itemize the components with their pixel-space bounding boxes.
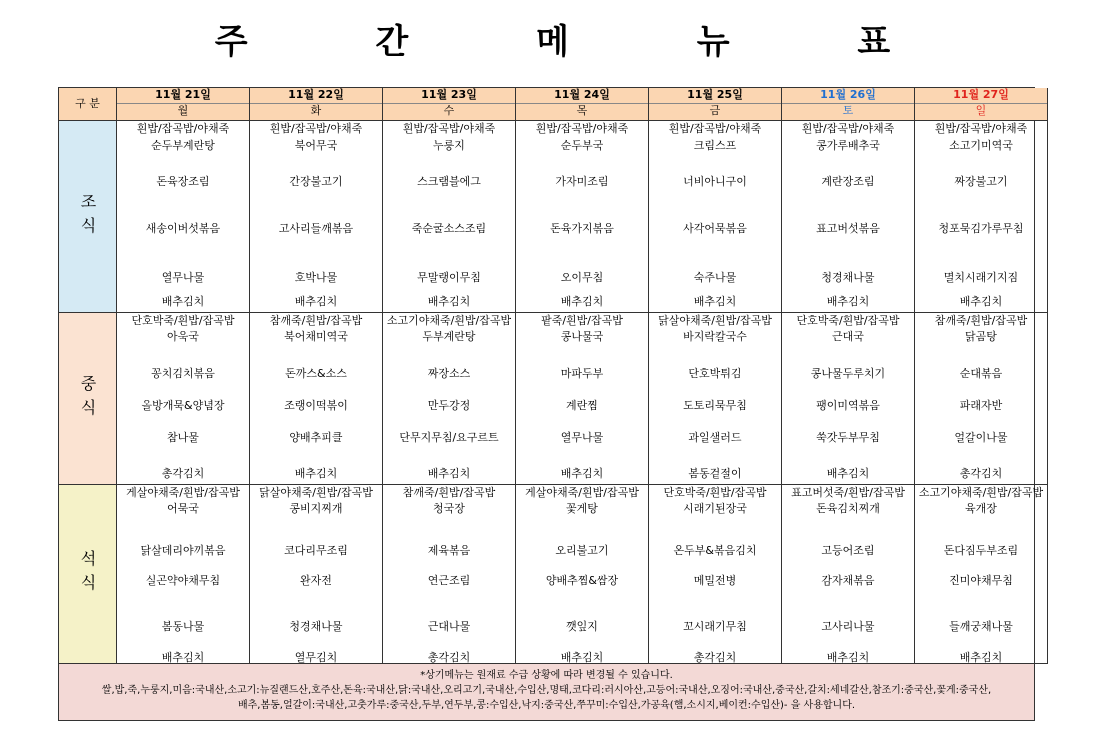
- menu-cell-lunch-day2: [250, 313, 383, 485]
- menu-cell-breakfast-day3: [383, 121, 516, 313]
- menu-item: 배추김치: [161, 651, 205, 664]
- menu-cell-dinner-day1: [117, 485, 250, 664]
- menu-item: 순두부국: [560, 139, 604, 152]
- menu-item: 크림스프: [693, 139, 737, 152]
- origin-info: 쌀,밥,죽,누룽지,미음:국내산,소고기:뉴질랜드산,호주산,돈육:국내산,닭:국내산,오리고기,국내산,수입산,명태,코다리:러시아산,고등어:국내산,오징어:국내산,중국산,갈치:세네갈산,참조기:중국산,꽃게:중국산,: [101, 685, 992, 696]
- menu-item: 배추김치: [826, 651, 870, 664]
- menu-item: 소고기야채죽/흰밥/잡곡밥: [386, 314, 512, 327]
- menu-item: 소고기미역국: [949, 139, 1013, 152]
- menu-item: 소고기야채죽/흰밥/잡곡밥: [918, 486, 1044, 499]
- menu-item: 돈육김치찌개: [816, 502, 880, 515]
- menu-cell-breakfast-day4: [516, 121, 649, 313]
- menu-item: 아욱국: [167, 330, 199, 343]
- menu-item: 들깨궁채나물: [949, 620, 1013, 633]
- menu-item: 온두부&볶음김치: [673, 544, 757, 557]
- day-date: 11월 21일: [117, 88, 249, 104]
- menu-item: 닭살야채죽/흰밥/잡곡밥: [658, 314, 772, 327]
- menu-item: 배추김치: [693, 295, 737, 308]
- menu-item: 배추김치: [826, 467, 870, 480]
- day-of-week: 토: [842, 104, 854, 117]
- weekly-menu-table: [58, 87, 1044, 721]
- menu-cell-breakfast-day6: [782, 121, 915, 313]
- day-of-week: 목: [576, 104, 588, 117]
- menu-item: 배추김치: [560, 651, 604, 664]
- menu-item: 시래기된장국: [683, 502, 747, 515]
- menu-item: 누룽지: [433, 139, 465, 152]
- menu-cell-dinner-day4: [516, 485, 649, 664]
- menu-item: 청경채나물: [821, 271, 875, 284]
- day-date: 11월 24일: [516, 88, 648, 104]
- menu-item: 표고버섯죽/흰밥/잡곡밥: [791, 486, 905, 499]
- menu-item: 게살야채죽/흰밥/잡곡밥: [525, 486, 639, 499]
- menu-item: 감자채볶음: [821, 574, 875, 587]
- menu-item: 쑥갓두부무침: [816, 431, 880, 444]
- menu-cell-breakfast-day7: [915, 121, 1048, 313]
- day-header-7: [915, 88, 1048, 121]
- menu-cell-lunch-day7: [915, 313, 1048, 485]
- menu-item: 꼬시래기무침: [683, 620, 747, 633]
- menu-item: 흰밥/잡곡밥/야채죽: [136, 122, 230, 135]
- menu-item: 콩나물국: [560, 330, 604, 343]
- menu-item: 단호박죽/흰밥/잡곡밥: [131, 314, 235, 327]
- menu-cell-dinner-day2: [250, 485, 383, 664]
- menu-item: 근대국: [832, 330, 864, 343]
- menu-item: 돈육가지볶음: [550, 222, 614, 235]
- menu-item: 단호박튀김: [688, 367, 742, 380]
- menu-cell-dinner-day7: [915, 485, 1048, 664]
- menu-item: 닭살데리야끼볶음: [140, 544, 226, 557]
- menu-item: 오이무침: [560, 271, 604, 284]
- menu-item: 열무김치: [294, 651, 338, 664]
- menu-item: 두부계란탕: [422, 330, 476, 343]
- menu-item: 콩비지찌개: [289, 502, 343, 515]
- menu-cell-dinner-day6: [782, 485, 915, 664]
- menu-item: 고사리들깨볶음: [278, 222, 354, 235]
- day-date: 11월 25일: [649, 88, 781, 104]
- menu-item: 깻잎지: [566, 620, 598, 633]
- menu-item: 메밀전병: [693, 574, 737, 587]
- menu-item: 계란찜: [566, 399, 598, 412]
- menu-item: 총각김치: [427, 651, 471, 664]
- day-of-week: 월: [177, 104, 189, 117]
- menu-item: 순대볶음: [959, 367, 1003, 380]
- menu-item: 봄동나물: [161, 620, 205, 633]
- menu-item: 봄동겉절이: [688, 467, 742, 480]
- menu-item: 총각김치: [959, 467, 1003, 480]
- menu-item: 계란장조림: [821, 175, 875, 188]
- day-header-2: [250, 88, 383, 121]
- menu-item: 배추김치: [826, 295, 870, 308]
- menu-item: 배추김치: [294, 467, 338, 480]
- menu-item: 고등어조림: [821, 544, 875, 557]
- day-header-5: [649, 88, 782, 121]
- menu-item: 죽순굴소스조림: [411, 222, 487, 235]
- menu-item: 새송이버섯볶음: [145, 222, 221, 235]
- menu-item: 조랭이떡볶이: [284, 399, 348, 412]
- menu-item: 멸치시래기지짐: [943, 271, 1019, 284]
- menu-item: 단호박죽/흰밥/잡곡밥: [663, 486, 767, 499]
- day-of-week: 화: [310, 104, 322, 117]
- day-header-6: [782, 88, 915, 121]
- menu-item: 양배추피클: [289, 431, 343, 444]
- menu-item: 돈다짐두부조림: [943, 544, 1019, 557]
- menu-item: 표고버섯볶음: [816, 222, 880, 235]
- menu-item: 짜장불고기: [954, 175, 1008, 188]
- menu-item: 참깨죽/흰밥/잡곡밥: [269, 314, 363, 327]
- menu-item: 돈까스&소스: [285, 367, 347, 380]
- menu-cell-lunch-day5: [649, 313, 782, 485]
- meal-label-breakfast: 조식: [59, 121, 117, 313]
- menu-item: 호박나물: [294, 271, 338, 284]
- menu-item: 코다리무조림: [284, 544, 348, 557]
- menu-item: 단호박죽/흰밥/잡곡밥: [796, 314, 900, 327]
- menu-item: 완자전: [300, 574, 332, 587]
- footer-notice: [59, 664, 1034, 720]
- menu-item: 열무나물: [161, 271, 205, 284]
- menu-cell-lunch-day4: [516, 313, 649, 485]
- meal-label-lunch: 중식: [59, 313, 117, 485]
- day-of-week: 수: [443, 104, 455, 117]
- day-date: 11월 22일: [250, 88, 382, 104]
- menu-item: 배추김치: [560, 295, 604, 308]
- menu-cell-lunch-day3: [383, 313, 516, 485]
- menu-item: 도토리묵무침: [683, 399, 747, 412]
- menu-cell-lunch-day6: [782, 313, 915, 485]
- menu-item: 배추김치: [427, 295, 471, 308]
- meal-label-dinner: 석식: [59, 485, 117, 664]
- menu-item: 어묵국: [167, 502, 199, 515]
- menu-item: 육개장: [965, 502, 997, 515]
- menu-item: 북어채미역국: [284, 330, 348, 343]
- menu-item: 닭곰탕: [965, 330, 997, 343]
- menu-item: 꽃게탕: [566, 502, 598, 515]
- menu-cell-dinner-day5: [649, 485, 782, 664]
- menu-item: 올방개묵&양념장: [141, 399, 225, 412]
- menu-item: 단무지무침/요구르트: [399, 431, 499, 444]
- header-label: 구 분: [75, 97, 100, 110]
- day-header-4: [516, 88, 649, 121]
- menu-item: 파래자반: [959, 399, 1003, 412]
- menu-item: 사각어묵볶음: [683, 222, 747, 235]
- day-date: 11월 27일: [915, 88, 1047, 104]
- menu-item: 짜장소스: [427, 367, 471, 380]
- menu-item: 숙주나물: [693, 271, 737, 284]
- menu-item: 열무나물: [560, 431, 604, 444]
- menu-item: 흰밥/잡곡밥/야채죽: [535, 122, 629, 135]
- menu-item: 너비아니구이: [683, 175, 747, 188]
- menu-item: 총각김치: [693, 651, 737, 664]
- menu-item: 꽁치김치볶음: [151, 367, 215, 380]
- menu-item: 고사리나물: [821, 620, 875, 633]
- menu-item: 연근조림: [427, 574, 471, 587]
- menu-item: 닭살야채죽/흰밥/잡곡밥: [259, 486, 373, 499]
- menu-item: 참깨죽/흰밥/잡곡밥: [934, 314, 1028, 327]
- menu-item: 돈육장조림: [156, 175, 210, 188]
- origin-info: 배추,봄동,얼갈이:국내산,고춧가루:중국산,두부,연두부,콩:수입산,낙지:중국산,쭈꾸미:수입산,가공육(햄,소시지,베이컨:수입산)- 을 사용합니다.: [237, 700, 856, 711]
- day-date: 11월 23일: [383, 88, 515, 104]
- menu-item: 스크램블에그: [417, 175, 481, 188]
- menu-cell-lunch-day1: [117, 313, 250, 485]
- menu-item: 마파두부: [560, 367, 604, 380]
- menu-item: 간장불고기: [289, 175, 343, 188]
- menu-item: 만두강정: [427, 399, 471, 412]
- menu-item: 양배추찜&쌈장: [545, 574, 619, 587]
- header-label-cell: [59, 88, 117, 121]
- menu-item: 흰밥/잡곡밥/야채죽: [402, 122, 496, 135]
- menu-item: 배추김치: [294, 295, 338, 308]
- menu-item: 흰밥/잡곡밥/야채죽: [668, 122, 762, 135]
- menu-item: 배추김치: [427, 467, 471, 480]
- menu-cell-breakfast-day2: [250, 121, 383, 313]
- menu-item: 제육볶음: [427, 544, 471, 557]
- menu-item: 북어무국: [294, 139, 338, 152]
- menu-item: 배추김치: [560, 467, 604, 480]
- menu-item: 흰밥/잡곡밥/야채죽: [934, 122, 1028, 135]
- page-title: 주 간 메 뉴 표: [214, 22, 949, 62]
- menu-item: 배추김치: [959, 295, 1003, 308]
- menu-item: 흰밥/잡곡밥/야채죽: [801, 122, 895, 135]
- menu-item: 순두부계란탕: [151, 139, 215, 152]
- menu-item: 콩가루배추국: [816, 139, 880, 152]
- menu-item: 청국장: [433, 502, 465, 515]
- menu-item: 참나물: [167, 431, 199, 444]
- day-date: 11월 26일: [782, 88, 914, 104]
- menu-item: 실곤약야채무침: [145, 574, 221, 587]
- menu-item: 청경채나물: [289, 620, 343, 633]
- day-of-week: 금: [709, 104, 721, 117]
- menu-item: 과일샐러드: [688, 431, 742, 444]
- day-header-3: [383, 88, 516, 121]
- menu-item: 총각김치: [161, 467, 205, 480]
- menu-item: 진미야채무침: [949, 574, 1013, 587]
- menu-cell-breakfast-day1: [117, 121, 250, 313]
- menu-item: 배추김치: [959, 651, 1003, 664]
- menu-cell-dinner-day3: [383, 485, 516, 664]
- footer-note: *상기메뉴는 원재료 수급 상황에 따라 변경될 수 있습니다.: [420, 670, 673, 681]
- day-of-week: 일: [975, 104, 987, 117]
- menu-item: 팽이미역볶음: [816, 399, 880, 412]
- menu-item: 바지락칼국수: [683, 330, 747, 343]
- menu-item: 얼갈이나물: [954, 431, 1008, 444]
- menu-item: 가자미조림: [555, 175, 609, 188]
- menu-item: 오리불고기: [555, 544, 609, 557]
- menu-item: 흰밥/잡곡밥/야채죽: [269, 122, 363, 135]
- menu-item: 배추김치: [161, 295, 205, 308]
- menu-item: 참깨죽/흰밥/잡곡밥: [402, 486, 496, 499]
- menu-item: 게살야채죽/흰밥/잡곡밥: [126, 486, 240, 499]
- menu-item: 무말랭이무침: [417, 271, 481, 284]
- menu-item: 팥죽/흰밥/잡곡밥: [541, 314, 623, 327]
- menu-item: 콩나물두루치기: [810, 367, 886, 380]
- menu-item: 청포묵김가루무침: [938, 222, 1024, 235]
- day-header-1: [117, 88, 250, 121]
- menu-cell-breakfast-day5: [649, 121, 782, 313]
- menu-item: 근대나물: [427, 620, 471, 633]
